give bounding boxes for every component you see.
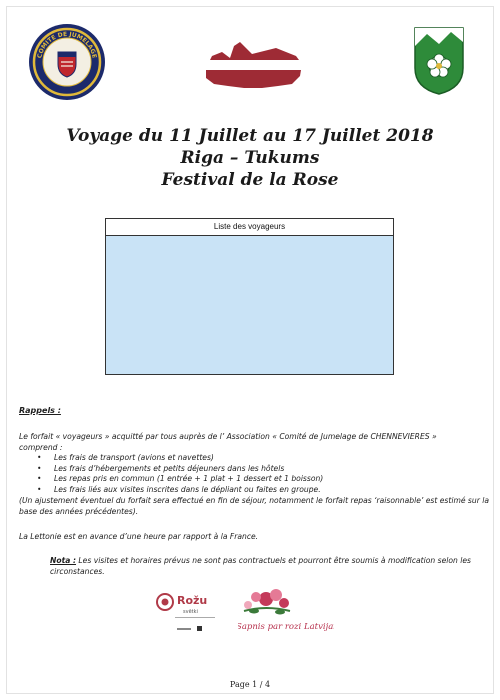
rozu-svetki-logo bbox=[155, 588, 221, 636]
ajustement-note: (Un ajustement éventuel du forfait sera effectué en fin de séjour, notamment le forfait repas ‘raisonnable’ est estimé sur la base des années précédentes). bbox=[19, 496, 489, 516]
rappels-heading: Rappels : bbox=[19, 406, 61, 415]
sapnis-par-rozi-logo bbox=[238, 585, 334, 645]
nota-paragraph bbox=[50, 556, 490, 577]
title-line-route: Riga – Tukums bbox=[180, 148, 320, 168]
rose-coat-of-arms-icon bbox=[413, 26, 465, 96]
list-item: • Les repas pris en commun (1 entrée + 1 plat + 1 dessert et 1 boisson) bbox=[37, 474, 324, 483]
latvia-map-flag-icon bbox=[200, 38, 306, 92]
travelers-list-box bbox=[105, 218, 394, 375]
list-item: • Les frais liés aux visites inscrites dans le dépliant ou faites en groupe. bbox=[37, 484, 321, 494]
list-item: • Les frais d’hébergements et petits déjeuners dans les hôtels bbox=[37, 463, 285, 473]
seal-text: COMITE DE JUMELAGE bbox=[36, 30, 98, 59]
rozu-subtitle: svētki bbox=[183, 609, 198, 615]
document-title bbox=[0, 125, 500, 191]
sapnis-text: Sapnis par rozi Latvijai bbox=[238, 622, 334, 632]
forfait-items-list bbox=[19, 453, 489, 495]
title-line-dates: Voyage du 11 Juillet au 17 Juillet 2018 bbox=[66, 126, 434, 146]
time-zone-note: La Lettonie est en avance d’une heure par rapport à la France. bbox=[19, 532, 259, 541]
page-number: Page 1 / 4 bbox=[229, 680, 271, 689]
travelers-list-area bbox=[106, 236, 393, 374]
rappels-intro: Le forfait « voyageurs » acquitté par tous auprès de l’ Association « Comité de Jumelage de CHENNEVIERES » comprend : bbox=[19, 432, 437, 452]
travelers-list-header: Liste des voyageurs bbox=[106, 219, 393, 236]
rozu-title: Rožu bbox=[177, 594, 208, 607]
association-seal-icon bbox=[27, 22, 107, 102]
list-item: • Les frais de transport (avions et navettes) bbox=[37, 453, 214, 462]
title-line-festival: Festival de la Rose bbox=[161, 170, 339, 190]
nota-text: Les visites et horaires prévus ne sont pas contractuels et pourront être soumis à modification selon les circonstances. bbox=[50, 556, 471, 576]
nota-label: Nota : bbox=[50, 556, 77, 565]
